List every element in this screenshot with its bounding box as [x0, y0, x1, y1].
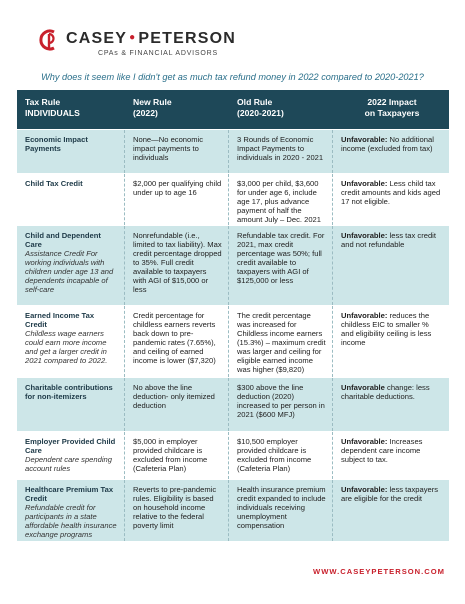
- impact-text: reduces the childless EIC to smaller % and eligibility ceiling is less income: [341, 311, 432, 347]
- impact-cell: [333, 130, 449, 173]
- table-row: [17, 226, 449, 306]
- impact-cell: [333, 378, 449, 431]
- impact-label: Unfavorable: [341, 383, 385, 392]
- rule-name: Earned Income Tax Credit: [25, 311, 95, 329]
- old-rule-cell: $300 above the line deduction (2020) increased to per person in 2021 ($600 MFJ): [229, 378, 333, 431]
- rule-cell: [17, 174, 125, 225]
- old-rule-cell: 3 Rounds of Economic Impact Payments to individuals in 2020 - 2021: [229, 130, 333, 173]
- impact-text: less taxpayers are eligible for the credit: [341, 485, 439, 503]
- brand-name-left: CASEY: [66, 30, 128, 47]
- impact-cell: [333, 480, 449, 541]
- impact-label: Unfavorable:: [341, 311, 388, 320]
- impact-cell: [333, 174, 449, 225]
- brand-dot-icon: ●: [129, 32, 137, 43]
- footer-website: WWW.CASEYPETERSON.COM: [313, 567, 445, 576]
- rule-description: Childless wage earners could earn more income and get a larger credit in 2021 compared to 2022.: [25, 329, 108, 365]
- rule-name: Child and Dependent Care: [25, 231, 101, 249]
- logo-mark-icon: [38, 28, 60, 52]
- rule-description: Assistance Credit For working individuals with children under age 13 and dependents incapable of self-care: [25, 249, 114, 294]
- brand-name-right: PETERSON: [138, 30, 236, 47]
- rule-name: Economic Impact Payments: [25, 135, 88, 153]
- impact-label: Unfavorable:: [341, 135, 388, 144]
- table-row: [17, 174, 449, 226]
- rule-cell: [17, 306, 125, 377]
- header-tax-rule: Tax Rule INDIVIDUALS: [25, 97, 80, 118]
- table-row: [17, 306, 449, 378]
- impact-cell: [333, 306, 449, 377]
- impact-label: Unfavorable:: [341, 485, 388, 494]
- rule-description: Refundable credit for participants in a state affordable health insurance exchange programs: [25, 503, 117, 539]
- new-rule-cell: Credit percentage for childless earners reverts back down to pre-pandemic rates (7.65%), and ceiling of earned income is lower ($7,320): [125, 306, 229, 377]
- impact-cell: [333, 432, 449, 479]
- header-impact: 2022 Impact on Taxpayers: [364, 97, 420, 118]
- impact-label: Unfavorable:: [341, 179, 388, 188]
- impact-text: Increases dependent care income subject to tax.: [341, 437, 423, 464]
- rule-name: Charitable contributions for non-itemizers: [25, 383, 113, 401]
- table-body: [17, 130, 449, 542]
- rule-cell: [17, 130, 125, 173]
- old-rule-cell: $10,500 employer provided childcare is excluded from income (Cafeteria Plan): [229, 432, 333, 479]
- new-rule-cell: No above the line deduction- only itemized deduction: [125, 378, 229, 431]
- impact-label: Unfavorable:: [341, 231, 388, 240]
- old-rule-cell: Refundable tax credit. For 2021, max credit percentage was 50%; full credit available to taxpayers with AGI of $125,000 or less: [229, 226, 333, 305]
- impact-text: No additional income (excluded from tax): [341, 135, 434, 153]
- table-header-row: [17, 90, 449, 130]
- rule-name: Employer Provided Child Care: [25, 437, 116, 455]
- impact-label: Unfavorable:: [341, 437, 388, 446]
- header: [0, 24, 465, 64]
- comparison-table: [17, 90, 449, 542]
- table-row: [17, 432, 449, 480]
- old-rule-cell: The credit percentage was increased for Childless income earners (15.3%) – maximum credit was larger and ceiling for eligible earned income was higher ($9,820): [229, 306, 333, 377]
- rule-cell: [17, 432, 125, 479]
- impact-cell: [333, 226, 449, 305]
- impact-text: Less child tax credit amounts and kids aged 17 not eligible.: [341, 179, 441, 206]
- header-new-rule: New Rule (2022): [133, 97, 172, 118]
- old-rule-cell: $3,000 per child, $3,600 for under age 6, include age 17, plus advance payment of half the amount July – Dec. 2021: [229, 174, 333, 225]
- new-rule-cell: Reverts to pre-pandemic rules. Eligibility is based on household income relative to the federal poverty limit: [125, 480, 229, 541]
- table-row: [17, 378, 449, 432]
- header-old-rule: Old Rule (2020-2021): [237, 97, 284, 118]
- new-rule-cell: $5,000 in employer provided childcare is excluded from income (Cafeteria Plan): [125, 432, 229, 479]
- rule-description: Dependent care spending account rules: [25, 455, 112, 473]
- rule-cell: [17, 480, 125, 541]
- brand-name: [66, 30, 236, 48]
- page-question: Why does it seem like I didn't get as much tax refund money in 2022 compared to 2020-2021?: [41, 72, 424, 82]
- impact-text: less tax credit and not refundable: [341, 231, 436, 249]
- rule-name: Healthcare Premium Tax Credit: [25, 485, 114, 503]
- brand-tagline: CPAs & FINANCIAL ADVISORS: [98, 50, 218, 57]
- rule-cell: [17, 226, 125, 305]
- new-rule-cell: Nonrefundable (i.e., limited to tax liability). Max credit percentage dropped to 35%. Full credit available to taxpayers with AGI of $15,000 or less: [125, 226, 229, 305]
- rule-name: Child Tax Credit: [25, 179, 83, 188]
- rule-cell: [17, 378, 125, 431]
- old-rule-cell: Health insurance premium credit expanded to include individuals receiving unemployment compensation: [229, 480, 333, 541]
- new-rule-cell: None—No economic impact payments to individuals: [125, 130, 229, 173]
- table-row: [17, 480, 449, 542]
- table-row: [17, 130, 449, 174]
- new-rule-cell: $2,000 per qualifying child under up to age 16: [125, 174, 229, 225]
- impact-text: change: less charitable deductions.: [341, 383, 430, 401]
